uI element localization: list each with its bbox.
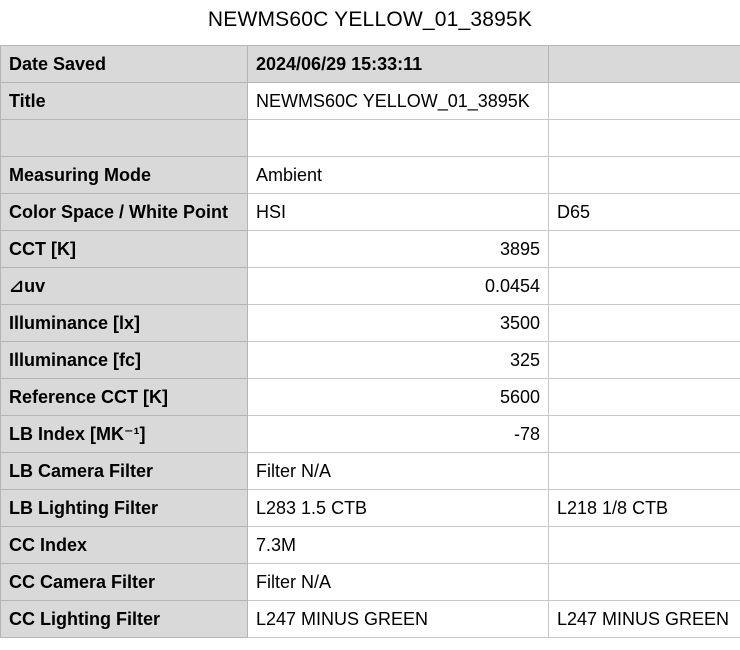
- row-extra-cell[interactable]: [549, 268, 740, 305]
- row-extra-cell[interactable]: [549, 416, 740, 453]
- row-extra-cell[interactable]: L218 1/8 CTB: [549, 490, 740, 527]
- row-extra-cell[interactable]: [549, 527, 740, 564]
- row-label-cell[interactable]: Measuring Mode: [1, 157, 248, 194]
- table-row: [1, 268, 740, 305]
- header-value-cell[interactable]: 2024/06/29 15:33:11: [248, 46, 549, 83]
- page-title: NEWMS60C YELLOW_01_3895K: [207, 8, 533, 31]
- row-value-cell[interactable]: L283 1.5 CTB: [248, 490, 549, 527]
- row-value-cell[interactable]: Filter N/A: [248, 564, 549, 601]
- row-label-cell[interactable]: CC Index: [1, 527, 248, 564]
- row-value-cell[interactable]: -78: [248, 416, 549, 453]
- row-value-cell[interactable]: HSI: [248, 194, 549, 231]
- row-value-cell[interactable]: NEWMS60C YELLOW_01_3895K: [248, 83, 549, 120]
- table-row: [1, 453, 740, 490]
- row-value-cell[interactable]: Ambient: [248, 157, 549, 194]
- row-label-cell[interactable]: Color Space / White Point: [1, 194, 248, 231]
- row-value-cell[interactable]: Filter N/A: [248, 453, 549, 490]
- table-row: [1, 120, 740, 157]
- table-row: [1, 231, 740, 268]
- table-row: [1, 379, 740, 416]
- table-row: [1, 564, 740, 601]
- table-row: [1, 342, 740, 379]
- row-label-cell[interactable]: LB Index [MK⁻¹]: [1, 416, 248, 453]
- row-value-cell[interactable]: L247 MINUS GREEN: [248, 601, 549, 638]
- row-label-cell[interactable]: ⊿uv: [1, 268, 248, 305]
- table-row: [1, 157, 740, 194]
- row-label-cell[interactable]: Title: [1, 83, 248, 120]
- header-extra-cell[interactable]: [549, 46, 740, 83]
- row-extra-cell[interactable]: [549, 379, 740, 416]
- row-extra-cell[interactable]: [549, 453, 740, 490]
- row-value-cell[interactable]: 5600: [248, 379, 549, 416]
- row-label-cell[interactable]: CC Camera Filter: [1, 564, 248, 601]
- row-label-cell[interactable]: CCT [K]: [1, 231, 248, 268]
- row-label-cell[interactable]: Illuminance [fc]: [1, 342, 248, 379]
- row-value-cell[interactable]: 0.0454: [248, 268, 549, 305]
- row-label-cell[interactable]: CC Lighting Filter: [1, 601, 248, 638]
- row-extra-cell[interactable]: [549, 157, 740, 194]
- header-row: [1, 46, 740, 83]
- row-extra-cell[interactable]: [549, 83, 740, 120]
- table-row: [1, 527, 740, 564]
- row-extra-cell[interactable]: [549, 342, 740, 379]
- table-row: [1, 416, 740, 453]
- row-label-cell[interactable]: LB Lighting Filter: [1, 490, 248, 527]
- table-row: [1, 83, 740, 120]
- table-row: [1, 601, 740, 638]
- row-extra-cell[interactable]: D65: [549, 194, 740, 231]
- row-extra-cell[interactable]: [549, 564, 740, 601]
- row-label-cell[interactable]: Reference CCT [K]: [1, 379, 248, 416]
- row-value-cell[interactable]: 7.3M: [248, 527, 549, 564]
- row-extra-cell[interactable]: [549, 305, 740, 342]
- table-row: [1, 490, 740, 527]
- row-extra-cell[interactable]: [549, 231, 740, 268]
- row-label-cell[interactable]: [1, 120, 248, 157]
- measurement-table: [0, 45, 740, 638]
- row-value-cell[interactable]: 3895: [248, 231, 549, 268]
- table-row: [1, 194, 740, 231]
- header-label-cell[interactable]: Date Saved: [1, 46, 248, 83]
- row-value-cell[interactable]: 3500: [248, 305, 549, 342]
- row-extra-cell[interactable]: [549, 120, 740, 157]
- row-value-cell[interactable]: 325: [248, 342, 549, 379]
- row-label-cell[interactable]: Illuminance [lx]: [1, 305, 248, 342]
- row-value-cell[interactable]: [248, 120, 549, 157]
- row-label-cell[interactable]: LB Camera Filter: [1, 453, 248, 490]
- row-extra-cell[interactable]: L247 MINUS GREEN: [549, 601, 740, 638]
- table-row: [1, 305, 740, 342]
